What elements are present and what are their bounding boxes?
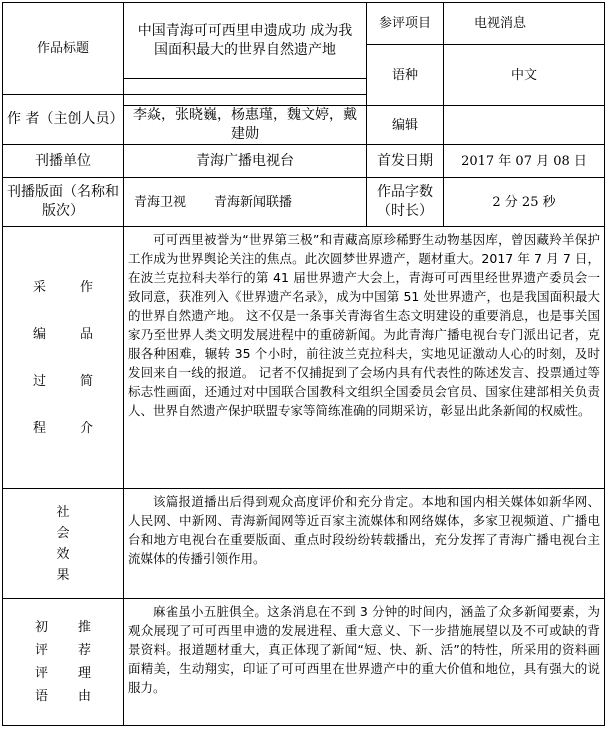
award-category-label: 参评项目 [366, 2, 444, 45]
effect-label [2, 488, 124, 599]
publisher-label: 刊播单位 [2, 144, 124, 178]
process-label-char: 过 [32, 373, 46, 389]
section-value-1: 青海卫视 [134, 194, 187, 210]
process-label-char: 品 [80, 326, 94, 342]
author-top-blank [123, 94, 367, 106]
review-label-char: 荐 [78, 643, 92, 658]
review-label-char: 评 [34, 666, 48, 681]
process-label-char: 介 [80, 420, 94, 436]
process-label-chars [33, 279, 93, 437]
review-label-char: 由 [78, 689, 92, 704]
review-label-char: 推 [78, 620, 92, 635]
language-label: 语种 [366, 44, 444, 106]
effect-label-char: 社 [56, 504, 70, 520]
submission-form [2, 2, 605, 726]
effect-text: 该篇报道播出后得到观众高度评价和充分肯定。本地和国内相关媒体如新华网、人民网、中新网、青海新闻网等近百家主流媒体和网络媒体，多家卫视频道、广播电台和地方电视台在重要版面、重点时段纷纷转载播出，充分发挥了青海广播电视台主流媒体的传播引领作用。 [123, 488, 605, 599]
review-label-char: 初 [34, 620, 48, 635]
process-label-char: 编 [32, 326, 46, 342]
author-value: 李焱，张晓巍，杨惠瑾，魏文婷，戴建勋 [123, 105, 367, 145]
effect-label-char: 会 [56, 525, 70, 541]
editor-value [443, 105, 605, 145]
first-pub-date-value: 2017 年 07 月 08 日 [443, 144, 605, 178]
section-label: 刊播版面（名称和版次） [2, 177, 124, 227]
effect-label-char: 效 [56, 546, 70, 562]
review-label-chars [35, 619, 91, 705]
author-label: 作 者（主创人员） [2, 94, 124, 145]
first-pub-date-label: 首发日期 [366, 144, 444, 178]
process-label-char: 程 [32, 420, 46, 436]
title-extra-blank [123, 78, 367, 95]
effect-label-char: 果 [56, 567, 70, 583]
process-label-char: 作 [80, 279, 94, 295]
review-label-char: 评 [34, 643, 48, 658]
publisher-value: 青海广播电视台 [123, 144, 367, 178]
review-label-char: 语 [34, 689, 48, 704]
award-category-value: 电视消息 [443, 2, 605, 45]
review-label [2, 598, 124, 726]
process-label [2, 226, 124, 489]
length-value: 2 分 25 秒 [443, 177, 605, 227]
section-value-cell [123, 177, 367, 227]
effect-label-chars [56, 504, 69, 584]
editor-label: 编辑 [366, 105, 444, 145]
section-value-2: 青海新闻联播 [214, 194, 293, 210]
review-label-char: 理 [78, 666, 92, 681]
review-text: 麻雀虽小五脏俱全。这条消息在不到 3 分钟的时间内，涵盖了众多新闻要素，为观众展现了可可西里申遗的发展进程、重大意义、下一步措施展望以及不可或缺的背景资料。报道题材重大，真正体现了新闻“短、快、新、活”的特性，所采用的资料画面精美，生动翔实，印证了可可西里在世界遗产中的重大价值和地位，具有强大的说服力。 [123, 598, 605, 726]
language-value: 中文 [443, 44, 605, 106]
process-label-char: 简 [80, 373, 94, 389]
title-label: 作品标题 [2, 2, 124, 95]
process-text: 可可西里被誉为“世界第三极”和青藏高原珍稀野生动物基因库，曾因藏羚羊保护工作成为世界舆论关注的焦点。此次圆梦世界遗产，题材重大。2017 年 7 月 7 日，在波兰克拉科夫举行的第 41 届世界遗产大会上，青海可可西里经世界遗产委员会一致同意，获准列入《世界遗产名录》，成为中国第 51 处世界遗产，也是我国面积最大的世界自然遗产地。 这不仅是一条事关青海省生态文明建设的重要消息，也是事关国家乃至世界人类文明发展进程中的重磅新闻。为此青海广播电视台专门派出记者，克服各种困难，辗转 35 个小时，前往波兰克拉科夫，实地见证激动人心的时刻，及时发回来自一线的报道。 记者不仅捕捉到了会场内具有代表性的陈述发言、投票通过等标志性画面，还通过对中国联合国教科文组织全国委员会官员、国家住建部相关负责人、世界自然遗产保护联盟专家等简练准确的同期采访，彰显出此条新闻的权威性。 [123, 226, 605, 489]
title-value: 中国青海可可西里申遗成功 成为我国面积最大的世界自然遗产地 [123, 2, 367, 79]
length-label: 作品字数（时长） [366, 177, 444, 227]
process-label-char: 采 [32, 279, 46, 295]
